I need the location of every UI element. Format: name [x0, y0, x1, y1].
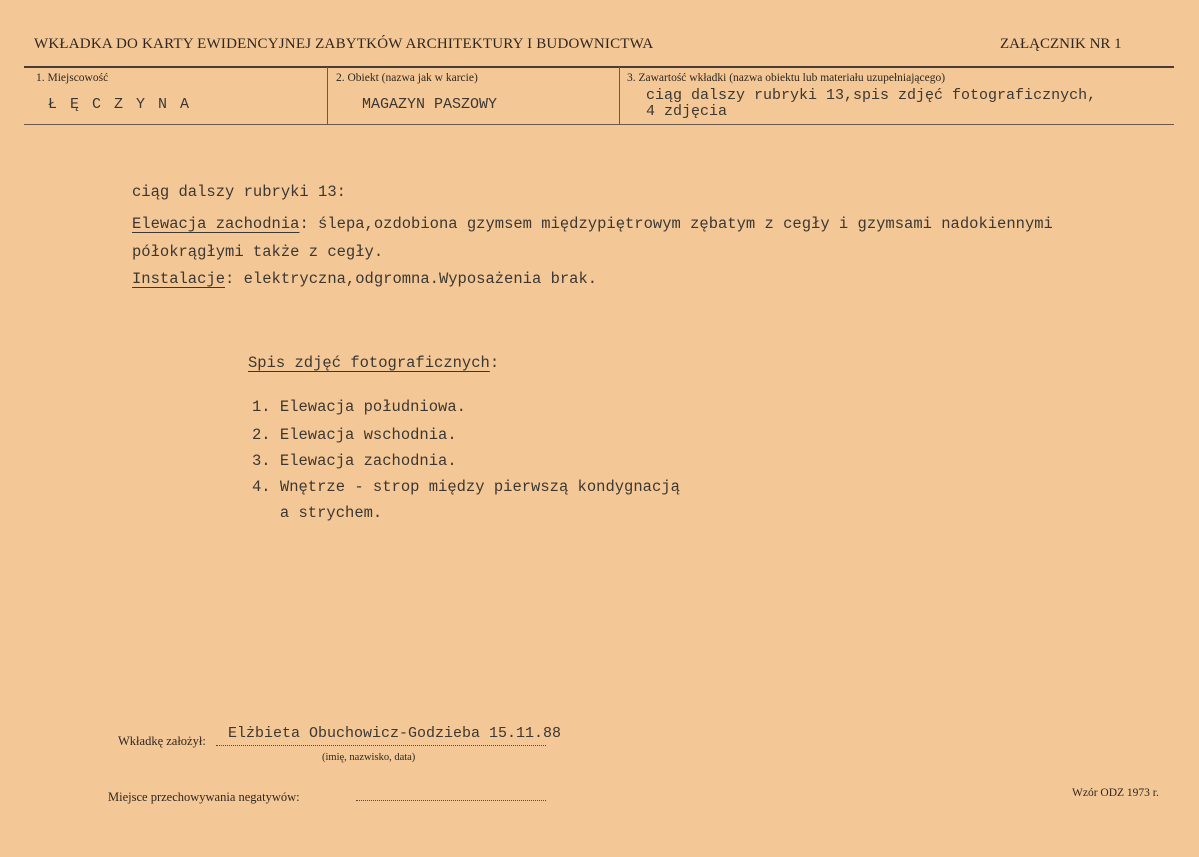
attachment-number: ZAŁĄCZNIK NR 1: [1000, 36, 1122, 52]
installations-line: [132, 270, 597, 288]
installations-text: : elektryczna,odgromna.Wyposażenia brak.: [225, 270, 598, 288]
field-object-label: 2. Obiekt (nazwa jak w karcie): [336, 72, 478, 84]
negatives-location-dotted-line: [356, 800, 546, 801]
photo-list-item: 2. Elewacja wschodnia.: [252, 426, 457, 444]
fields-rule: [24, 124, 1174, 125]
photo-list-item: a strychem.: [252, 504, 383, 522]
photo-list-item: 4. Wnętrze - strop między pierwszą kondygnacją: [252, 478, 680, 496]
installations-label: Instalacje: [132, 270, 226, 288]
field-locality-label: 1. Miejscowość: [36, 72, 109, 84]
field-divider: [619, 67, 620, 125]
field-locality-value: Ł Ę C Z Y N A: [48, 96, 192, 113]
photo-list-item: 3. Elewacja zachodnia.: [252, 452, 457, 470]
photos-heading-colon: :: [489, 354, 500, 372]
field-object-value: MAGAZYN PASZOWY: [362, 96, 498, 113]
created-by-dotted-line: [216, 745, 546, 746]
west-elevation-text: : ślepa,ozdobiona gzymsem międzypiętrowym zębatym z cegły i gzymsami nadokiennymi: [299, 215, 1053, 233]
field-contents-value-line: ciąg dalszy rubryki 13,spis zdjęć fotograficznych,: [646, 87, 1097, 104]
photo-list-item: 1. Elewacja południowa.: [252, 398, 466, 416]
west-elevation-text-cont: półokrągłymi także z cegły.: [132, 243, 384, 261]
negatives-location-label: Miejsce przechowywania negatywów:: [108, 790, 300, 804]
form-code: Wzór ODZ 1973 r.: [1072, 787, 1159, 799]
created-by-label: Wkładkę założył:: [118, 734, 206, 748]
photos-heading: Spis zdjęć fotograficznych: [248, 354, 490, 372]
created-by-hint: (imię, nazwisko, data): [322, 752, 416, 763]
field-divider: [327, 67, 328, 125]
west-elevation-line: [132, 215, 1053, 233]
field-contents-value-line: 4 zdjęcia: [646, 103, 728, 120]
header-rule: [24, 66, 1174, 68]
continuation-heading: ciąg dalszy rubryki 13:: [132, 183, 346, 201]
form-title: WKŁADKA DO KARTY EWIDENCYJNEJ ZABYTKÓW ARCHITEKTURY I BUDOWNICTWA: [34, 36, 654, 52]
photos-heading-line: [248, 354, 499, 372]
field-contents-label: 3. Zawartość wkładki (nazwa obiektu lub materiału uzupełniającego): [627, 72, 946, 84]
west-elevation-label: Elewacja zachodnia: [132, 215, 300, 233]
created-by-value: Elżbieta Obuchowicz-Godzieba 15.11.88: [228, 725, 562, 742]
